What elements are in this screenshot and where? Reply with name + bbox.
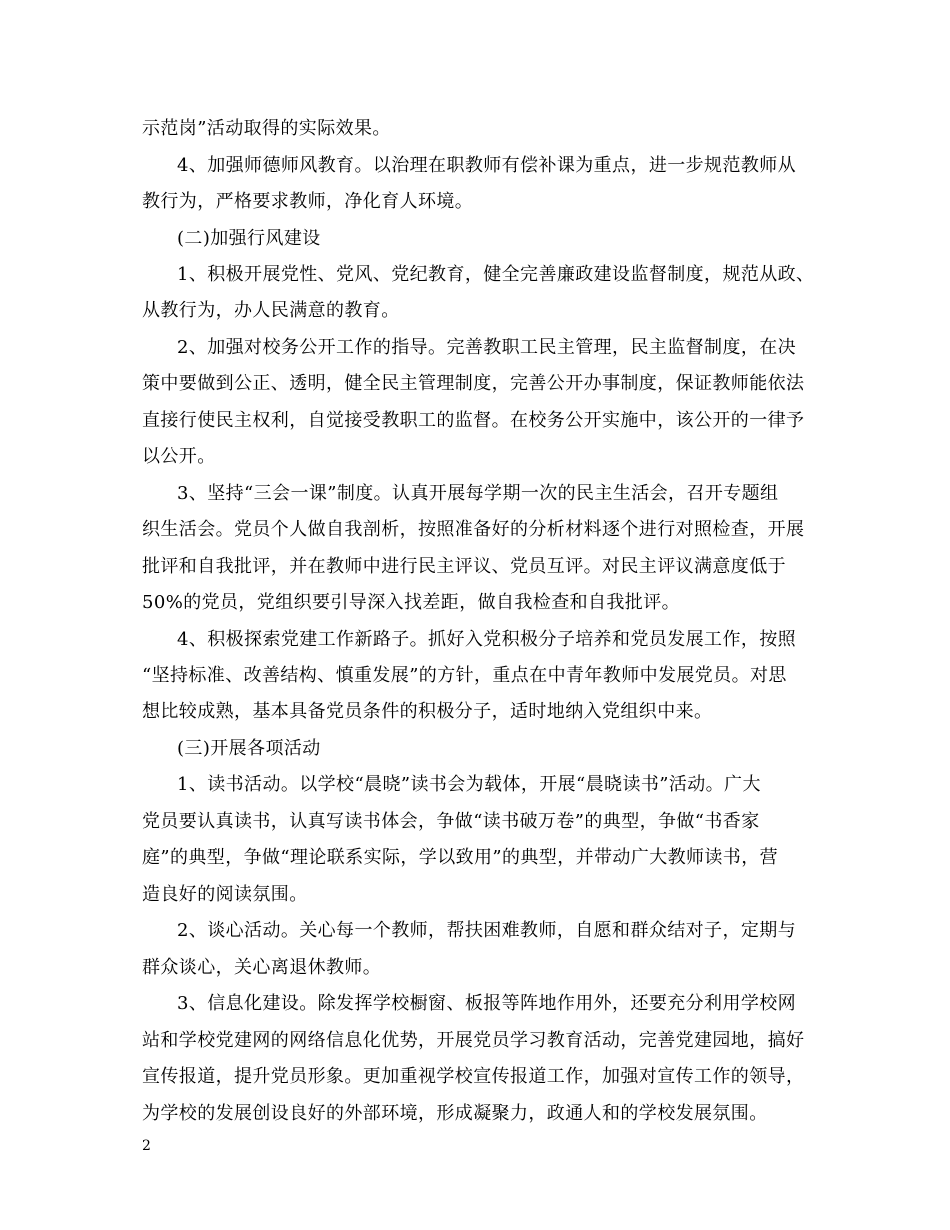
text-line: 站和学校党建网的网络信息化优势，开展党员学习教育活动，完善党建园地，搞好 bbox=[142, 1030, 805, 1051]
text-line: 3、坚持“三会一课”制度。认真开展每学期一次的民主生活会，召开专题组 bbox=[177, 483, 779, 504]
text-line: 2、谈心活动。关心每一个教师，帮扶困难教师，自愿和群众结对子，定期与 bbox=[177, 920, 797, 941]
text-line: 批评和自我批评，并在教师中进行民主评议、党员互评。对民主评议满意度低于 bbox=[142, 556, 786, 577]
text-line: 策中要做到公正、透明，健全民主管理制度，完善公开办事制度，保证教师能依法 bbox=[142, 373, 805, 394]
text-line: 为学校的发展创设良好的外部环境，形成凝聚力，政通人和的学校发展氛围。 bbox=[142, 1103, 768, 1124]
text-line: “坚持标准、改善结构、慎重发展”的方针，重点在中青年教师中发展党员。对思 bbox=[142, 665, 787, 686]
section-heading: (三)开展各项活动 bbox=[177, 738, 321, 759]
text-line: 群众谈心，关心离退休教师。 bbox=[142, 957, 382, 978]
text-line: 2、加强对校务公开工作的指导。完善教职工民主管理，民主监督制度，在决 bbox=[177, 337, 797, 358]
text-line: 示范岗”活动取得的实际效果。 bbox=[142, 118, 391, 139]
text-line: 宣传报道，提升党员形象。更加重视学校宣传报道工作，加强对宣传工作的领导， bbox=[142, 1066, 805, 1087]
text-line: 想比较成熟，基本具备党员条件的积极分子，适时地纳入党组织中来。 bbox=[142, 701, 713, 722]
text-line: 教行为，严格要求教师，净化育人环境。 bbox=[142, 191, 474, 212]
text-line: 50%的党员，党组织要引导深入找差距，做自我检查和自我批评。 bbox=[142, 592, 681, 613]
text-line: 庭”的典型，争做“理论联系实际，学以致用”的典型，并带动广大教师读书，营 bbox=[142, 847, 779, 868]
text-line: 从教行为，办人民满意的教育。 bbox=[142, 300, 400, 321]
text-line: 4、加强师德师风教育。以治理在职教师有偿补课为重点，进一步规范教师从 bbox=[177, 155, 797, 176]
text-line: 直接行使民主权利，自觉接受教职工的监督。在校务公开实施中，该公开的一律予 bbox=[142, 410, 805, 431]
text-line: 织生活会。党员个人做自我剖析，按照准备好的分析材料逐个进行对照检查，开展 bbox=[142, 519, 805, 540]
text-line: 1、读书活动。以学校“晨晓”读书会为载体，开展“晨晓读书”活动。广大 bbox=[177, 774, 761, 795]
text-line: 1、积极开展党性、党风、党纪教育，健全完善廉政建设监督制度，规范从政、 bbox=[177, 264, 815, 285]
page-number: 2 bbox=[142, 1138, 151, 1154]
text-line: 造良好的阅读氛围。 bbox=[142, 884, 308, 905]
section-heading: (二)加强行风建设 bbox=[177, 228, 321, 249]
text-line: 党员要认真读书，认真写读书体会，争做“读书破万卷”的典型，争做“书香家 bbox=[142, 811, 760, 832]
text-line: 4、积极探索党建工作新路子。抓好入党积极分子培养和党员发展工作，按照 bbox=[177, 629, 797, 650]
text-line: 3、信息化建设。除发挥学校橱窗、板报等阵地作用外，还要充分利用学校网 bbox=[177, 993, 797, 1014]
text-line: 以公开。 bbox=[142, 446, 216, 467]
